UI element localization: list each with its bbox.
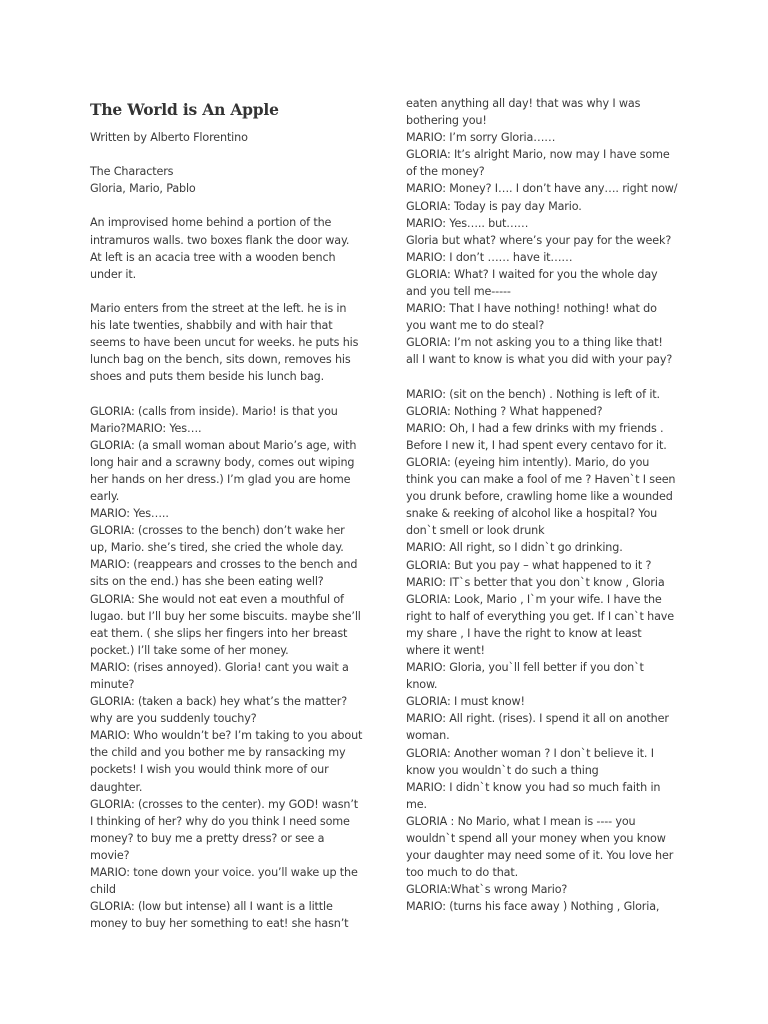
document-title: The World is An Apple <box>90 100 279 119</box>
text-line: MARIO: I’m sorry Gloria…… <box>406 131 556 145</box>
text-line: I thinking of her? why do you think I need some <box>90 814 350 828</box>
text-line: under it. <box>90 267 137 281</box>
text-line: where it went! <box>406 644 485 657</box>
text-line: An improvised home behind a portion of the <box>90 216 332 230</box>
paragraph-gap <box>406 369 692 386</box>
left-column <box>90 99 376 932</box>
text-line: know you wouldn`t do such a thing <box>406 763 599 777</box>
text-line: Gloria but what? where’s your pay for the week? <box>406 233 672 247</box>
text-line: me. <box>406 797 427 811</box>
text-line: MARIO: Oh, I had a few drinks with my friends . <box>406 421 664 435</box>
text-line: MARIO: IT`s better that you don`t know , Gloria <box>406 575 665 589</box>
text-line: of the money? <box>406 165 485 179</box>
text-line: shoes and puts them beside his lunch bag. <box>90 370 325 384</box>
text-line: his late twenties, shabbily and with hair that <box>90 319 333 333</box>
text-line: GLORIA: Nothing ? What happened? <box>406 404 603 418</box>
text-line: early. <box>90 489 120 503</box>
text-line: woman. <box>406 729 450 743</box>
text-line: GLORIA: (calls from inside). Mario! is that you <box>90 404 338 418</box>
text-line: wouldn`t spend all your money when you know <box>406 832 666 846</box>
paragraph-gap <box>90 283 376 300</box>
text-line: The Characters <box>90 165 174 179</box>
text-line: GLORIA: Look, Mario , I`m your wife. I have the <box>406 592 662 606</box>
text-line: the child and you bother me by ransacking my <box>90 746 346 760</box>
text-line: all I want to know is what you did with your pay? <box>406 353 673 367</box>
text-line: you drunk before, crawling home like a wounded <box>406 490 673 504</box>
text-line: MARIO: tone down your voice. you’ll wake up the <box>90 866 358 880</box>
text-line: lunch bag on the bench, sits down, removes his <box>90 353 351 367</box>
text-line: pockets! I wish you would think more of our <box>90 763 329 777</box>
text-line: MARIO: I didn`t know you had so much faith in <box>406 780 661 794</box>
text-line: MARIO: That I have nothing! nothing! what do <box>406 302 657 316</box>
text-line: MARIO: Money? I…. I don’t have any…. right now/ <box>406 182 678 196</box>
text-line: GLORIA: (taken a back) hey what’s the matter? <box>90 695 347 709</box>
text-line: At left is an acacia tree with a wooden bench <box>90 250 336 264</box>
text-line: and you tell me----- <box>406 285 511 299</box>
text-line: too much to do that. <box>406 866 518 880</box>
text-line: Mario?MARIO: Yes…. <box>90 421 202 435</box>
text-line: GLORIA: (low but intense) all I want is a little <box>90 900 333 914</box>
text-line: Mario enters from the street at the left. he is in <box>90 301 347 315</box>
text-line: GLORIA: Another woman ? I don`t believe it. I <box>406 746 654 760</box>
text-line: MARIO: All right. (rises). I spend it all on another <box>406 712 669 726</box>
text-line: GLORIA: What? I waited for you the whole day <box>406 267 658 281</box>
text-line: eaten anything all day! that was why I was <box>406 97 641 110</box>
text-line: GLORIA:What`s wrong Mario? <box>406 883 568 897</box>
text-line: MARIO: (reappears and crosses to the bench and <box>90 558 358 572</box>
text-line: long hair and a scrawny body, comes out wiping <box>90 455 355 469</box>
text-line: MARIO: Gloria, you`ll fell better if you don`t <box>406 661 644 675</box>
text-line: bothering you! <box>406 114 487 128</box>
text-line: know. <box>406 678 438 692</box>
right-column <box>406 95 692 916</box>
text-line: minute? <box>90 678 135 691</box>
text-line: your daughter may need some of it. You love her <box>406 849 674 863</box>
text-line: MARIO: All right, so I didn`t go drinking. <box>406 541 623 555</box>
text-line: MARIO: Yes….. but…… <box>406 216 529 230</box>
text-line: MARIO: (sit on the bench) . Nothing is left of it. <box>406 387 660 401</box>
text-line: sits on the end.) has she been eating well? <box>90 575 324 589</box>
text-line: why are you suddenly touchy? <box>90 712 257 726</box>
text-line: Gloria, Mario, Pablo <box>90 182 196 196</box>
paragraph-gap <box>90 146 376 163</box>
text-line: GLORIA: Today is pay day Mario. <box>406 199 582 213</box>
text-line: snake & reeking of alcohol like a hospital? You <box>406 507 658 521</box>
text-line: pocket.) I’ll take some of her money. <box>90 643 289 657</box>
text-line: GLORIA: I’m not asking you to a thing like that! <box>406 336 663 350</box>
text-line: Written by Alberto Florentino <box>90 131 248 144</box>
text-line: right to half of everything you get. If I can`t have <box>406 609 674 623</box>
paragraph-gap <box>90 197 376 214</box>
text-line: GLORIA : No Mario, what I mean is ---- you <box>406 814 636 828</box>
text-line: MARIO: (rises annoyed). Gloria! cant you wait a <box>90 660 349 674</box>
text-line: up, Mario. she’s tired, she cried the whole day. <box>90 541 344 555</box>
text-line: GLORIA: It’s alright Mario, now may I have some <box>406 148 670 162</box>
text-line: child <box>90 883 116 897</box>
text-line: intramuros walls. two boxes flank the door way. <box>90 233 350 247</box>
text-line: GLORIA: (crosses to the bench) don’t wake her <box>90 524 345 538</box>
text-line: MARIO: Who wouldn’t be? I’m taking to you about <box>90 729 363 743</box>
text-line: MARIO: (turns his face away ) Nothing , Gloria, <box>406 900 660 914</box>
text-line: eat them. ( she slips her fingers into her breast <box>90 626 348 640</box>
text-line: GLORIA: I must know! <box>406 695 525 709</box>
text-line: think you can make a fool of me ? Haven`t I seen <box>406 473 676 487</box>
paragraph-gap <box>90 385 376 402</box>
text-line: money? to buy me a pretty dress? or see a <box>90 831 325 845</box>
text-line: my share , I have the right to know at least <box>406 626 642 640</box>
text-line: money to buy her something to eat! she hasn’t <box>90 917 349 931</box>
text-line: seems to have been uncut for weeks. he puts his <box>90 336 359 350</box>
text-line: GLORIA: But you pay – what happened to it ? <box>406 558 652 572</box>
text-line: GLORIA: (crosses to the center). my GOD! wasn’t <box>90 797 358 811</box>
text-line: daughter. <box>90 780 143 794</box>
text-line: Before I new it, I had spent every centavo for it. <box>406 438 667 452</box>
text-line: her hands on her dress.) I’m glad you are home <box>90 472 351 486</box>
text-line: MARIO: Yes….. <box>90 507 169 521</box>
text-line: GLORIA: (a small woman about Mario’s age, with <box>90 438 357 452</box>
text-line: you want me to do steal? <box>406 319 545 333</box>
text-line: GLORIA: She would not eat even a mouthful of <box>90 592 344 606</box>
text-line: MARIO: I don’t …… have it…… <box>406 250 573 264</box>
text-line: don`t smell or look drunk <box>406 524 545 538</box>
text-line: movie? <box>90 848 130 862</box>
text-line: GLORIA: (eyeing him intently). Mario, do you <box>406 455 650 469</box>
text-line: lugao. but I’ll buy her some biscuits. maybe she’ll <box>90 609 361 623</box>
